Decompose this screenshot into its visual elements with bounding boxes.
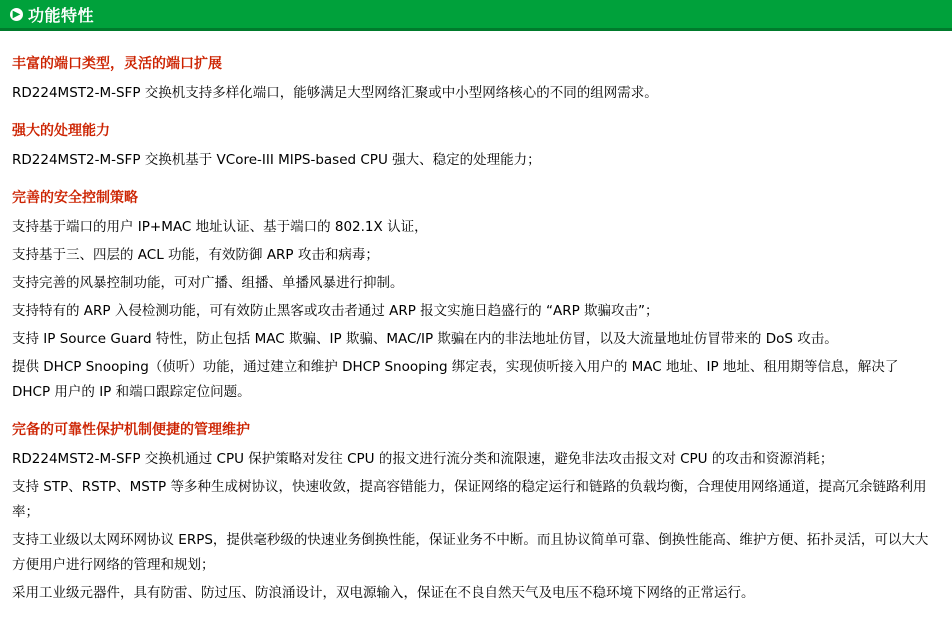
section-paragraph: RD224MST2-M-SFP 交换机通过 CPU 保护策略对发往 CPU 的报文进行流分类和流限速，避免非法攻击报文对 CPU 的攻击和资源消耗； [12, 451, 834, 467]
section-paragraph: 采用工业级元器件，具有防雷、防过压、防浪涌设计，双电源输入，保证在不良自然天气及电压不稳环境下网络的正常运行。 [12, 585, 755, 601]
circle-arrow-icon: ▶ [10, 8, 23, 21]
feature-section-ports [12, 53, 940, 106]
section-paragraph: 支持完善的风暴控制功能，可对广播、组播、单播风暴进行抑制。 [12, 275, 404, 291]
section-paragraph: RD224MST2-M-SFP 交换机基于 VCore-III MIPS-based CPU 强大、稳定的处理能力； [12, 152, 541, 168]
section-title: 丰富的端口类型，灵活的端口扩展 [12, 56, 222, 72]
feature-section-reliability [12, 419, 940, 606]
section-paragraph: 支持基于三、四层的 ACL 功能，有效防御 ARP 攻击和病毒； [12, 247, 379, 263]
section-title: 完备的可靠性保护机制便捷的管理维护 [12, 422, 250, 438]
section-paragraph: 支持基于端口的用户 IP+MAC 地址认证、基于端口的 802.1X 认证， [12, 219, 428, 235]
feature-section-processing [12, 120, 940, 173]
section-paragraph: RD224MST2-M-SFP 交换机支持多样化端口，能够满足大型网络汇聚或中小型网络核心的不同的组网需求。 [12, 85, 658, 101]
feature-content [0, 31, 952, 606]
section-paragraph: 支持特有的 ARP 入侵检测功能，可有效防止黑客或攻击者通过 ARP 报文实施日趋盛行的 “ARP 欺骗攻击”； [12, 303, 659, 319]
page-title: 功能特性 [28, 5, 95, 25]
section-paragraph: 支持 STP、RSTP、MSTP 等多种生成树协议，快速收敛，提高容错能力，保证网络的稳定运行和链路的负载均衡，合理使用网络通道，提高冗余链路利用率； [12, 479, 927, 520]
feature-section-security [12, 187, 940, 405]
section-paragraph: 支持 IP Source Guard 特性，防止包括 MAC 欺骗、IP 欺骗、MAC/IP 欺骗在内的非法地址仿冒，以及大流量地址仿冒带来的 DoS 攻击。 [12, 331, 838, 347]
section-paragraph: 支持工业级以太网环网协议 ERPS，提供毫秒级的快速业务倒换性能，保证业务不中断。而且协议简单可靠、倒换性能高、维护方便、拓扑灵活，可以大大方便用户进行网络的管理和规划； [12, 532, 929, 573]
section-paragraph: 提供 DHCP Snooping（侦听）功能，通过建立和维护 DHCP Snooping 绑定表，实现侦听接入用户的 MAC 地址、IP 地址、租用期等信息，解决了 DHCP 用户的 IP 和端口跟踪定位问题。 [12, 359, 899, 400]
section-title: 完善的安全控制策略 [12, 190, 138, 206]
section-title: 强大的处理能力 [12, 123, 110, 139]
section-header-bar [0, 0, 952, 31]
